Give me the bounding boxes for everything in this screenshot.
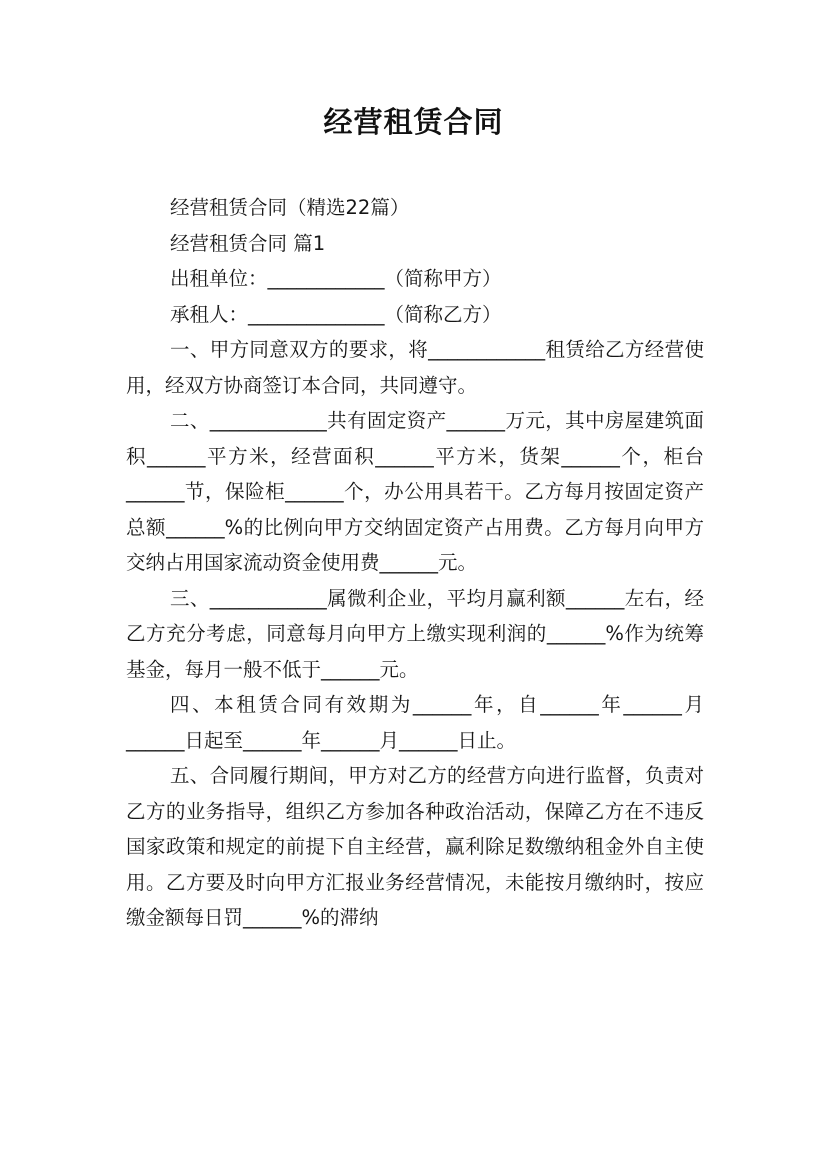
clause-2: 二、____________共有固定资产______万元，其中房屋建筑面积______平方米，经营面积______平方米，货架______个，柜台______节，保险柜______个，办公用具若干。乙方每月按固定资产总额______%的比例向甲方交纳固定资产占用费。乙方每月向甲方交纳占用国家流动资金使用费______元。 xyxy=(126,409,704,574)
clause-1: 一、甲方同意双方的要求，将____________租赁给乙方经营使用，经双方协商签订本合同，共同遵守。 xyxy=(126,338,704,397)
document-body xyxy=(126,190,704,936)
clause-4: 四、本租赁合同有效期为______年，自______年______月______日起至______年______月______日止。 xyxy=(126,693,704,752)
lessor-line: 出租单位：____________（简称甲方） xyxy=(170,267,502,290)
clause-3: 三、____________属微利企业，平均月赢利额______左右，经乙方充分考虑，同意每月向甲方上缴实现利润的______%作为统筹基金，每月一般不低于______元。 xyxy=(126,586,704,681)
section-heading: 经营租赁合同 篇1 xyxy=(170,231,326,255)
clause-5: 五、合同履行期间，甲方对乙方的经营方向进行监督，负责对乙方的业务指导，组织乙方参加各种政治活动，保障乙方在不违反国家政策和规定的前提下自主经营，赢利除足数缴纳租金外自主使用。乙方要及时向甲方汇报业务经营情况，未能按月缴纳时，按应缴金额每日罚______%的滞纳 xyxy=(126,764,704,929)
subtitle-line: 经营租赁合同（精选22篇） xyxy=(170,196,410,219)
lessee-line: 承租人：______________（简称乙方） xyxy=(170,302,502,326)
document-title: 经营租赁合同 xyxy=(323,105,504,139)
